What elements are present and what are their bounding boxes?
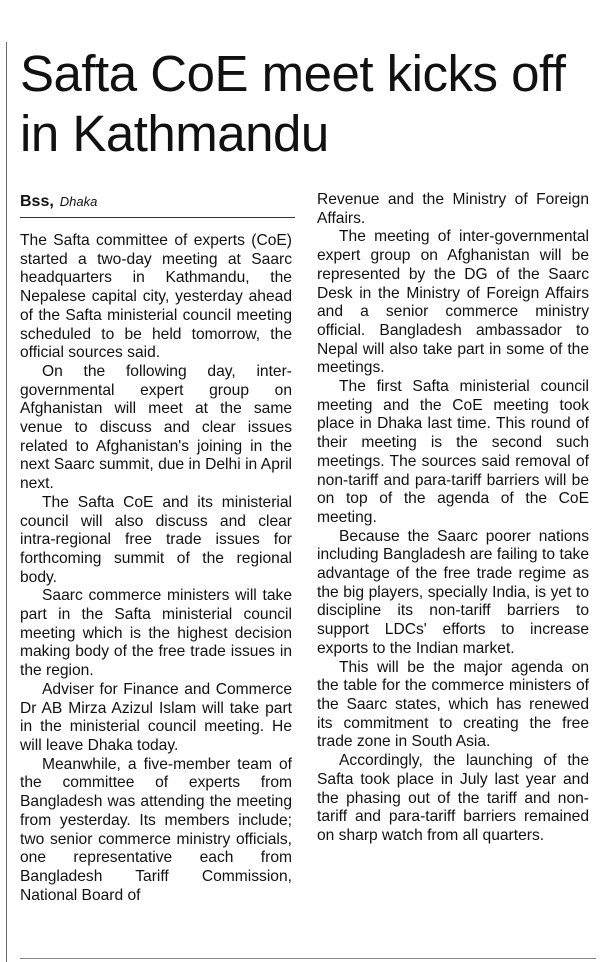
byline-place: Dhaka bbox=[59, 194, 98, 209]
headline: Safta CoE meet kicks off in Kathmandu bbox=[20, 45, 566, 162]
paragraph: Adviser for Finance and Commerce Dr AB Mirza Azizul Islam will take part in the ministerial council meeting. He will leave Dhaka today. bbox=[20, 680, 292, 754]
paragraph: On the following day, inter-governmental expert group on Afghanistan will meet at the same venue to discuss and clear issues related to Afghanistan's joining in the next Saarc summit, due in Delhi in April next. bbox=[20, 362, 292, 493]
byline bbox=[20, 191, 295, 218]
paragraph: Meanwhile, a five-member team of the committee of experts from Bangladesh was attending the meeting from yesterday. Its members include; two senior commerce ministry officials, one representative each from Bangladesh Tariff Commission, National Board of bbox=[20, 755, 292, 904]
article-column-left bbox=[20, 232, 292, 905]
paragraph: The first Safta ministerial council meeting and the CoE meeting took place in Dhaka last time. This round of their meeting is the second such meetings. The sources said removal of non-tariff and para-tariff barriers will be on top of the agenda of the CoE meeting. bbox=[317, 378, 589, 526]
byline-agency: Bss, bbox=[20, 193, 54, 210]
paragraph: The meeting of inter-governmental expert group on Afghanistan will be represented by the DG of the Saarc Desk in the Ministry of Foreign Affairs and a senior commerce ministry official. Bangladesh ambassador to Nepal will also take part in some of the meetings. bbox=[317, 228, 589, 377]
article-column-right bbox=[317, 191, 589, 846]
paragraph: Accordingly, the launching of the Safta took place in July last year and the phasing out of the tariff and non-tariff and para-tariff barriers remained on sharp watch from all quarters. bbox=[317, 752, 589, 844]
paragraph: Saarc commerce ministers will take part in the Safta ministerial council meeting which is the highest decision making body of the free trade issues in the region. bbox=[20, 587, 292, 680]
left-column-rule bbox=[6, 42, 7, 962]
bottom-rule bbox=[20, 958, 596, 959]
paragraph-continuation: Revenue and the Ministry of Foreign Affairs. bbox=[317, 191, 589, 227]
paragraph: This will be the major agenda on the table for the commerce ministers of the Saarc states, which has renewed its commitment to creating the free trade zone in South Asia. bbox=[317, 658, 589, 751]
paragraph: The Safta committee of experts (CoE) started a two-day meeting at Saarc headquarters in Kathmandu, the Nepalese capital city, yesterday ahead of the Safta ministerial council meeting scheduled to be held tomorrow, the official sources said. bbox=[20, 232, 292, 362]
paragraph: Because the Saarc poorer nations including Bangladesh are failing to take advantage of the free trade regime as the big players, specially India, is yet to discipline its non-tariff barriers to support LDCs' efforts to increase exports to the Indian market. bbox=[317, 527, 589, 657]
paragraph: The Safta CoE and its ministerial council will also discuss and clear intra-regional free trade issues for forthcoming summit of the regional body. bbox=[20, 493, 292, 586]
